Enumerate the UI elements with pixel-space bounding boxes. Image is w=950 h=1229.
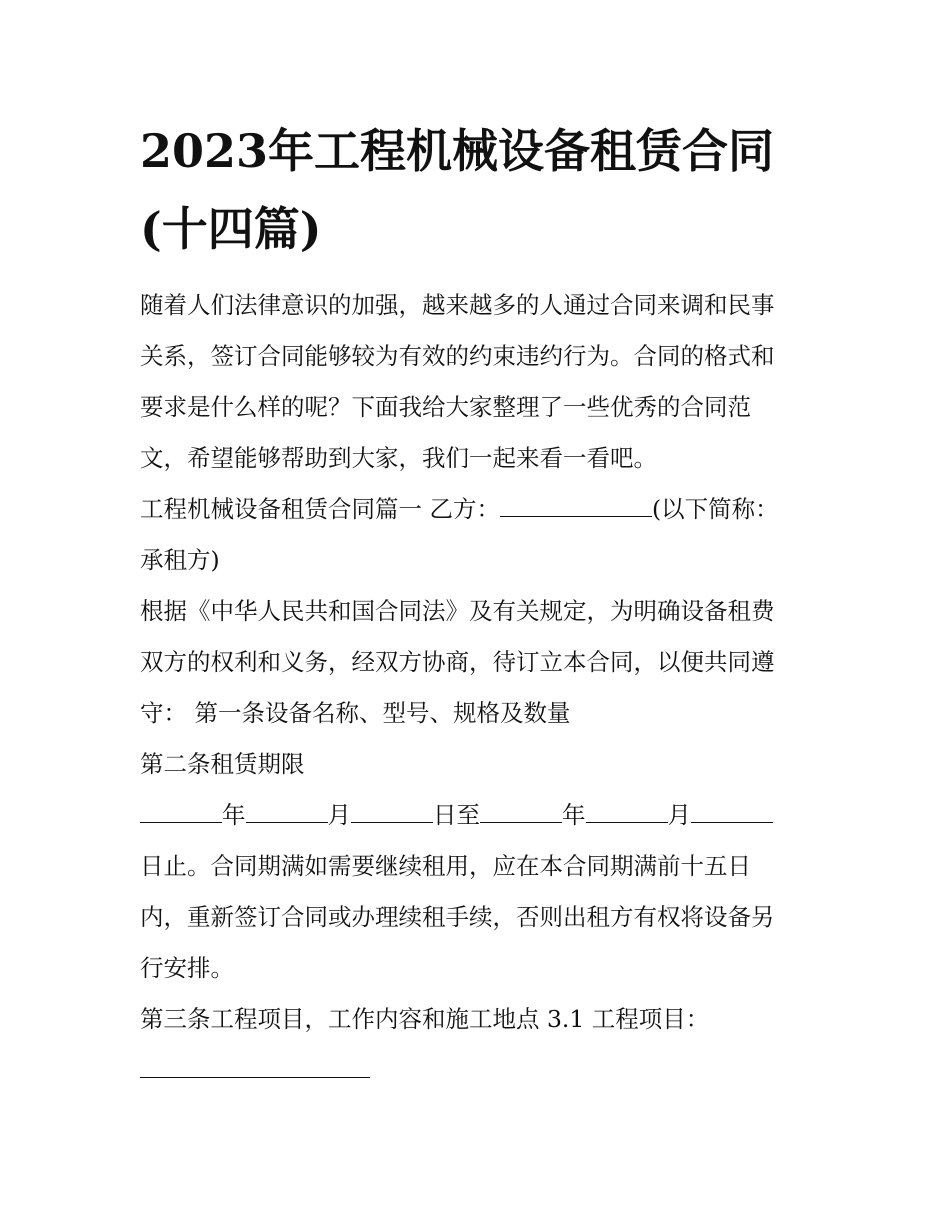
end-year-blank	[480, 821, 562, 823]
title-line-1: 2023年工程机械设备租赁合同	[140, 124, 775, 178]
basis-paragraph	[140, 586, 816, 739]
start-month-blank	[246, 821, 328, 823]
section-1-line	[140, 484, 816, 535]
intro-line: 文，希望能够帮助到大家，我们一起来看一看吧。	[140, 444, 657, 472]
section-1-line-2: 承租方)	[140, 546, 220, 574]
document-body	[140, 280, 816, 1096]
article-2-heading: 第二条租赁期限	[140, 750, 305, 778]
end-day-blank	[691, 821, 773, 823]
lease-term-dates	[140, 790, 816, 841]
section-1-prefix: 工程机械设备租赁合同篇一 乙方：	[140, 495, 500, 523]
date-unit: 日至	[433, 801, 480, 829]
intro-line: 随着人们法律意识的加强，越来越多的人通过合同来调和民事	[140, 291, 775, 319]
project-blank-line	[140, 1045, 816, 1096]
lessee-name-blank	[500, 515, 652, 517]
article-3-paragraph	[140, 994, 816, 1096]
intro-line: 关系，签订合同能够较为有效的约束违约行为。合同的格式和	[140, 342, 775, 370]
end-month-blank	[586, 821, 668, 823]
article-3-line: 第三条工程项目，工作内容和施工地点 3.1 工程项目：	[140, 1005, 710, 1033]
term-line: 行安排。	[140, 954, 234, 982]
start-year-blank	[140, 821, 222, 823]
start-day-blank	[351, 821, 433, 823]
section-1-suffix: (以下简称：	[651, 495, 779, 523]
basis-line: 双方的权利和义务，经双方协商，待订立本合同，以便共同遵	[140, 648, 775, 676]
date-unit: 年	[222, 801, 246, 829]
title-line-2: (十四篇)	[140, 202, 322, 256]
document-title	[140, 112, 820, 268]
project-name-blank	[140, 1076, 370, 1078]
intro-paragraph	[140, 280, 816, 484]
lease-term-paragraph	[140, 841, 816, 994]
date-line	[140, 790, 816, 841]
date-unit: 年	[562, 801, 586, 829]
term-line: 内，重新签订合同或办理续租手续，否则出租方有权将设备另	[140, 903, 775, 931]
date-unit: 月	[327, 801, 351, 829]
section-1-paragraph	[140, 484, 816, 586]
term-line: 日止。合同期满如需要继续租用，应在本合同期满前十五日	[140, 852, 751, 880]
intro-line: 要求是什么样的呢？下面我给大家整理了一些优秀的合同范	[140, 393, 751, 421]
basis-line: 根据《中华人民共和国合同法》及有关规定，为明确设备租费	[140, 597, 775, 625]
basis-line: 守： 第一条设备名称、型号、规格及数量	[140, 699, 571, 727]
date-unit: 月	[667, 801, 691, 829]
